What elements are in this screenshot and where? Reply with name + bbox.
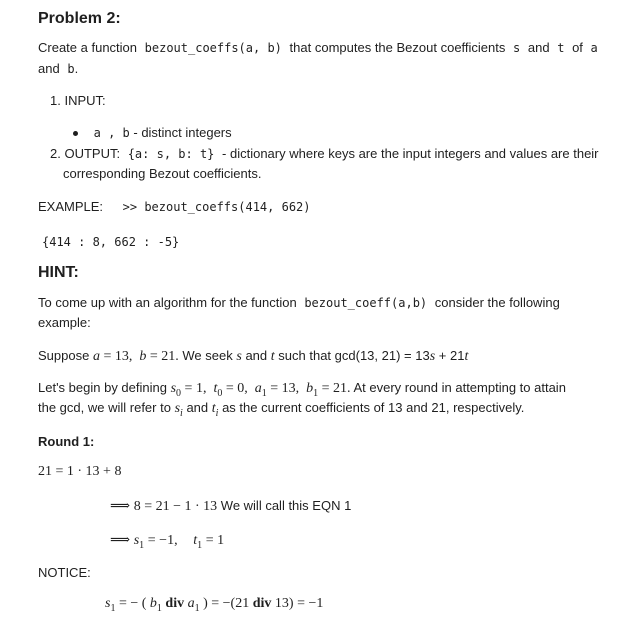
hint-heading: HINT: bbox=[38, 264, 79, 281]
var-t: t bbox=[557, 41, 565, 55]
notice-eq-part: ) = −(21 bbox=[203, 596, 250, 611]
hint-line-2: example: bbox=[38, 315, 91, 330]
notice-div: div bbox=[252, 596, 272, 611]
round1-heading: Round 1: bbox=[38, 434, 95, 449]
var-s: s bbox=[513, 41, 521, 55]
implies-arrow-icon: ⟹ bbox=[110, 533, 131, 548]
round1-implies-1 bbox=[110, 496, 351, 517]
implies-eq: 8 = 21 − 1 · 13 bbox=[133, 499, 218, 514]
notice-eq-part: 13) = −1 bbox=[274, 596, 324, 611]
hint-text: To come up with an algorithm for the function bbox=[38, 295, 297, 310]
bullet-vars: a , b bbox=[93, 126, 130, 140]
lets-text: At every round in attempting to attain bbox=[353, 380, 566, 395]
intro-text: Create a function bbox=[38, 40, 138, 55]
lets-text: and bbox=[186, 400, 209, 415]
bullet-icon bbox=[73, 131, 78, 136]
round1-eq: 21 = 1 · 13 + 8 bbox=[38, 464, 122, 479]
example-line bbox=[38, 197, 311, 217]
suppose-text: such that gcd(13, 21) = 13 bbox=[278, 348, 430, 363]
notice-div: div bbox=[165, 596, 185, 611]
lets-text: as the current coefficients of 13 and 21, respectively. bbox=[222, 400, 525, 415]
output-text: - dictionary where keys are the input integers and values are their bbox=[222, 146, 599, 161]
suppose-line: Suppose a = 13, b = 21. We seek s and t such that gcd(13, 21) = 13s + 21t bbox=[38, 348, 469, 364]
lets-line-2: the gcd, we will refer to $s_i$ and $t_i$ as the current coefficients of 13 and 21, respectively. bbox=[38, 400, 525, 419]
lets-line-1: Let's begin by defining $s_0 = 1$, $t_0 = 0$, $a_1 = 13$, $b_1 = 21$. At every round in attempting to attain bbox=[38, 380, 566, 399]
implies-arrow-icon: ⟹ bbox=[110, 499, 131, 514]
hint-line-1 bbox=[38, 293, 560, 313]
example-call: >> bezout_coeffs(414, 662) bbox=[122, 200, 311, 214]
suppose-text: + 21 bbox=[438, 348, 465, 363]
intro-text: and bbox=[38, 61, 60, 76]
intro-text: that computes the Bezout coefficients bbox=[289, 40, 506, 55]
intro-text: and bbox=[527, 40, 550, 55]
list-bullet-item bbox=[73, 123, 232, 143]
intro-line-2 bbox=[38, 59, 78, 79]
bullet-text: - distinct integers bbox=[133, 125, 232, 140]
var-a: a bbox=[590, 41, 598, 55]
var-b: b bbox=[67, 62, 75, 76]
suppose-text: We seek bbox=[182, 348, 233, 363]
suppose-text: Suppose bbox=[38, 348, 90, 363]
notice-label: NOTICE: bbox=[38, 565, 91, 580]
func-signature: bezout_coeffs(a, b) bbox=[144, 41, 282, 55]
example-label: EXAMPLE: bbox=[38, 199, 104, 214]
list-item-output-cont: corresponding Bezout coefficients. bbox=[63, 166, 262, 181]
intro-line-1 bbox=[38, 38, 598, 58]
notice-eq-part: = − ( bbox=[118, 596, 147, 611]
lets-text: Let's begin by defining bbox=[38, 380, 167, 395]
notice-eq: $s_1$ = − ( $b_1$ div $a_1$ ) = −(21 div 13) = −1 bbox=[105, 596, 324, 614]
list-item-output bbox=[50, 144, 599, 164]
list-item-input: 1. INPUT: bbox=[50, 93, 106, 108]
implies-note: We will call this EQN 1 bbox=[220, 498, 352, 513]
implies-eq: = 1 bbox=[205, 533, 225, 548]
lets-text: the gcd, we will refer to bbox=[38, 400, 171, 415]
intro-text: of bbox=[572, 40, 583, 55]
round1-implies-2: ⟹ $s_1 = -1$, $t_1 = 1$ bbox=[110, 533, 225, 551]
implies-eq: = −1, bbox=[147, 533, 178, 548]
hint-func: bezout_coeff(a,b) bbox=[304, 296, 428, 310]
output-code: {a: s, b: t} bbox=[127, 147, 215, 161]
hint-text: consider the following bbox=[434, 295, 560, 310]
problem-heading: Problem 2: bbox=[38, 10, 121, 27]
output-prefix: 2. OUTPUT: bbox=[50, 146, 121, 161]
suppose-text: and bbox=[245, 348, 268, 363]
example-result: {414 : 8, 662 : -5} bbox=[42, 235, 180, 249]
intro-text: . bbox=[74, 61, 79, 76]
